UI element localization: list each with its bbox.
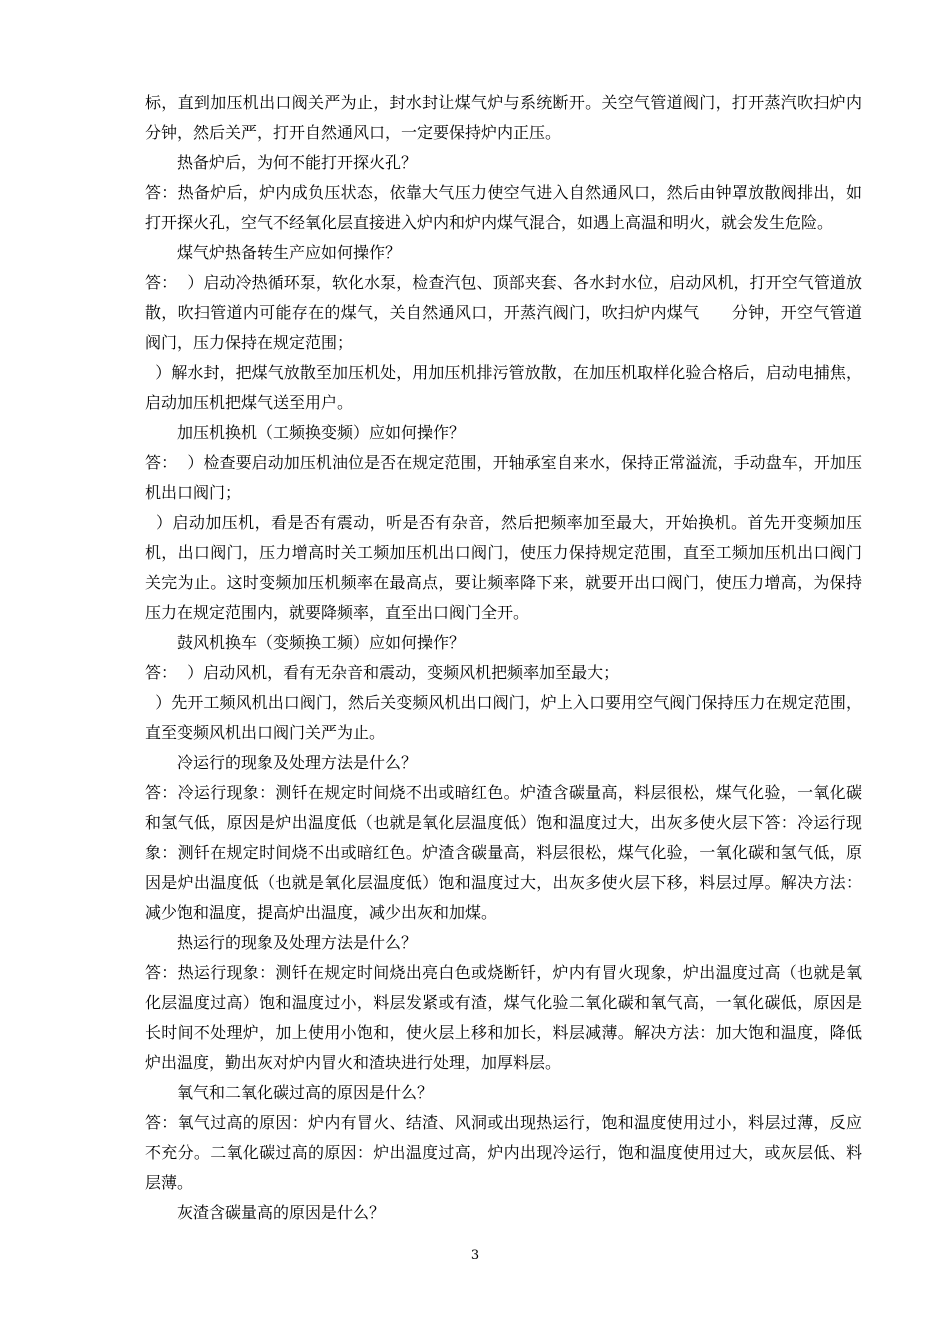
question-heading: 煤气炉热备转生产应如何操作？ <box>177 243 402 262</box>
question-heading: 氧气和二氧化碳过高的原因是什么？ <box>177 1083 434 1102</box>
question-heading: 热运行的现象及处理方法是什么？ <box>177 933 418 952</box>
answer-paragraph: 答： ）启动风机，看有无杂音和震动，变频风机把频率加至最大； <box>145 663 620 682</box>
answer-paragraph: 答：热运行现象：测钎在规定时间烧出亮白色或烧断钎，炉内有冒火现象，炉出温度过高（也就是氧化层温度过高）饱和温度过小，料层发紧或有渣，煤气化验二氧化碳和氧气高，一氧化碳低，原因是长时间不处理炉，加上使用小饱和，使火层上移和加长，料层减薄。解决方法：加大饱和温度，降低炉出温度，勤出灰对炉内冒火和渣块进行处理，加厚料层。 <box>145 963 862 1072</box>
question-heading: 热备炉后，为何不能打开探火孔？ <box>177 153 418 172</box>
answer-paragraph: 答： ）检查要启动加压机油位是否在规定范围，开轴承室自来水，保持正常溢流，手动盘车，开加压机出口阀门； <box>145 453 862 502</box>
answer-paragraph: 答：冷运行现象：测钎在规定时间烧不出或暗红色。炉渣含碳量高，料层很松，煤气化验，一氧化碳和氢气低，原因是炉出温度低（也就是氧化层温度低）饱和温度过大，出灰多使火层下答：冷运行现象：测钎在规定时间烧不出或暗红色。炉渣含碳量高，料层很松，煤气化验，一氧化碳和氢气低，原因是炉出温度低（也就是氧化层温度低）饱和温度过大，出灰多使火层下移，料层过厚。解决方法：减少饱和温度，提高炉出温度，减少出灰和加煤。 <box>145 783 862 922</box>
document-body <box>145 88 893 1228</box>
page-number: 3 <box>470 1248 480 1263</box>
question-heading: 冷运行的现象及处理方法是什么？ <box>177 753 418 772</box>
answer-paragraph: 标，直到加压机出口阀关严为止，封水封让煤气炉与系统断开。关空气管道阀门，打开蒸汽吹扫炉内 分钟，然后关严，打开自然通风口，一定要保持炉内正压。 <box>145 93 893 142</box>
answer-paragraph: 答： ）启动冷热循环泵，软化水泵，检查汽包、顶部夹套、各水封水位，启动风机，打开空气管道放散，吹扫管道内可能存在的煤气，关自然通风口，开蒸汽阀门，吹扫炉内煤气 分钟，开空气管道阀门，压力保持在规定范围； <box>145 273 862 352</box>
answer-paragraph: 答：氧气过高的原因：炉内有冒火、结渣、风洞或出现热运行，饱和温度使用过小，料层过薄，反应不充分。二氧化碳过高的原因：炉出温度过高，炉内出现冷运行，饱和温度使用过大，或灰层低、料层薄。 <box>145 1113 862 1192</box>
question-heading: 鼓风机换车（变频换工频）应如何操作？ <box>177 633 466 652</box>
answer-paragraph: ）解水封，把煤气放散至加压机处，用加压机排污管放散，在加压机取样化验合格后，启动电捕焦，启动加压机把煤气送至用户。 <box>145 363 862 412</box>
answer-paragraph: 答：热备炉后，炉内成负压状态，依靠大气压力使空气进入自然通风口，然后由钟罩放散阀排出，如打开探火孔，空气不经氧化层直接进入炉内和炉内煤气混合，如遇上高温和明火，就会发生危险。 <box>145 183 862 232</box>
question-heading: 灰渣含碳量高的原因是什么？ <box>177 1203 386 1222</box>
answer-paragraph: ）先开工频风机出口阀门，然后关变频风机出口阀门，炉上入口要用空气阀门保持压力在规定范围，直至变频风机出口阀门关严为止。 <box>145 693 862 742</box>
question-heading: 加压机换机（工频换变频）应如何操作？ <box>177 423 466 442</box>
answer-paragraph: ）启动加压机，看是否有震动，听是否有杂音，然后把频率加至最大，开始换机。首先开变频加压机，出口阀门，压力增高时关工频加压机出口阀门，使压力保持规定范围，直至工频加压机出口阀门关完为止。这时变频加压机频率在最高点，要让频率降下来，就要开出口阀门，使压力增高，为保持压力在规定范围内，就要降频率，直至出口阀门全开。 <box>145 513 862 622</box>
